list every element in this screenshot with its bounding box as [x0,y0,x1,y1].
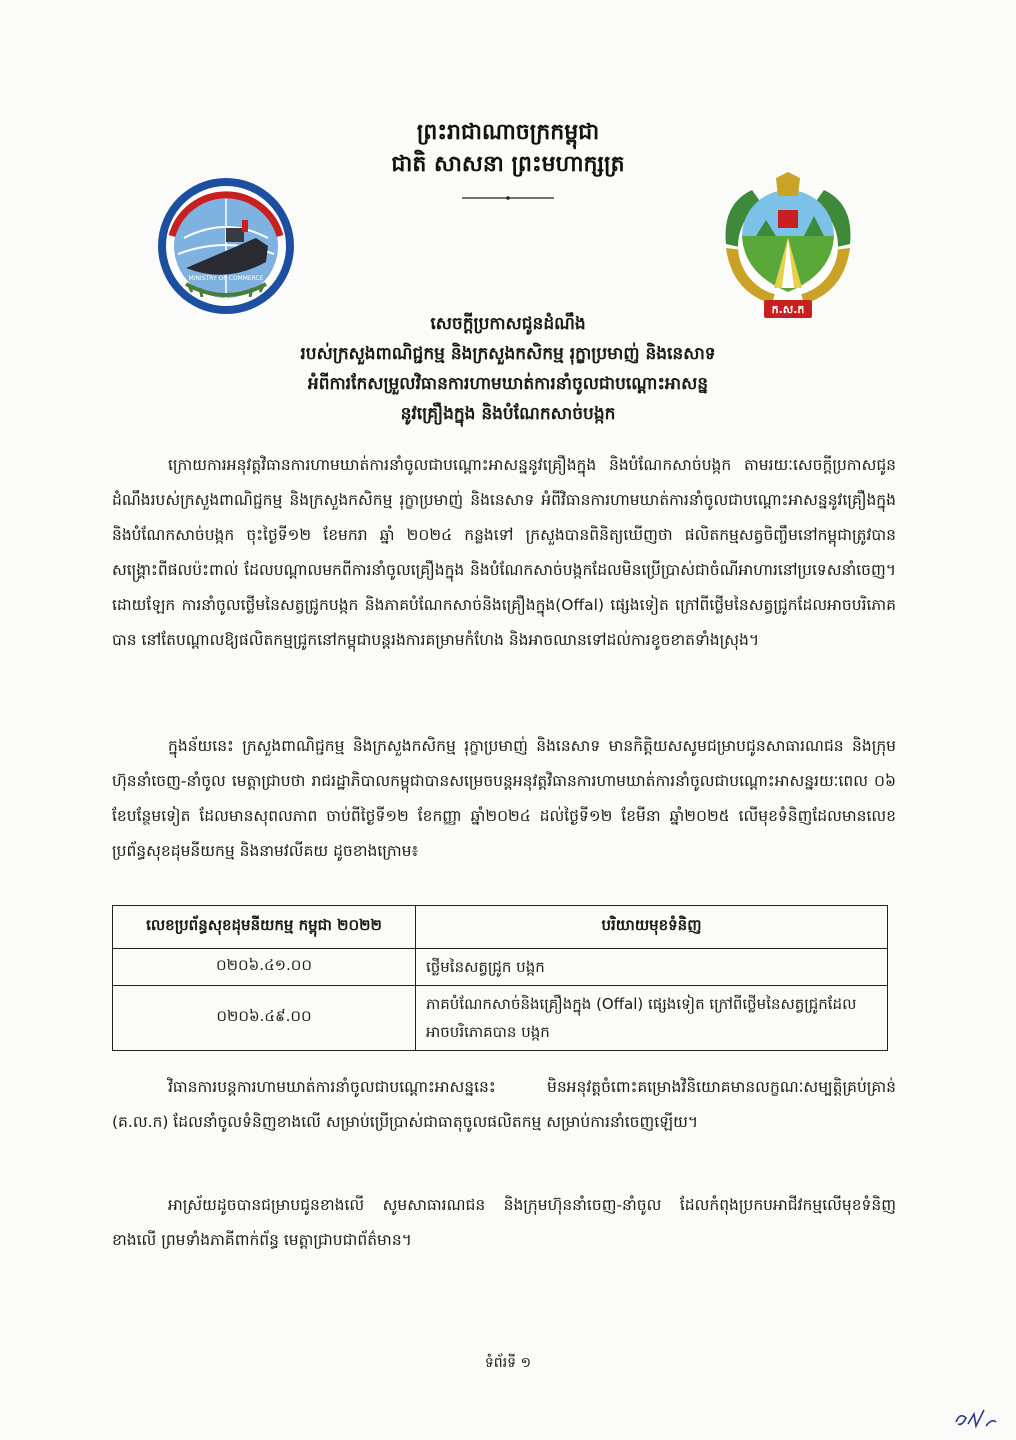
announcement-title: សេចក្តីប្រកាសជូនដំណឹង [430,314,586,334]
table-header-hs-code: លេខប្រព័ន្ធសុខដុមនីយកម្ម កម្ពុជា ២០២២ [113,906,416,949]
ornamental-divider [462,196,554,200]
description-cell: ថ្លើមនៃសត្វជ្រូក បង្កក [416,949,888,986]
description-cell: ភាគបំណែកសាច់និងគ្រឿងក្នុង (Offal) ផ្សេងទៀត ក្រៅពីថ្លើមនៃសត្វជ្រូកដែលអាចបរិភោគបាន បង្កក [416,986,888,1051]
ministry-of-agriculture-logo [712,164,864,328]
national-motto: ជាតិ សាសនា ព្រះមហាក្សត្រ [391,152,625,177]
body-paragraph-1: ក្រោយការអនុវត្តវិធានការហាមឃាត់ការនាំចូលជាបណ្តោះអាសន្ននូវគ្រឿងក្នុង និងបំណែកសាច់បង្កក តាមរយៈសេចក្តីប្រកាសជូនដំណឹងរបស់ក្រសួងពាណិជ្ជកម្ម និងក្រសួងកសិកម្ម រុក្ខាប្រមាញ់ និងនេសាទ អំពីវិធានការហាមឃាត់ការនាំចូលជាបណ្តោះអាសន្ននូវគ្រឿងក្នុង និងបំណែកសាច់បង្កក ចុះថ្ងៃទី១២ ខែមករា ឆ្នាំ ២០២៤ កន្លងទៅ ក្រសួងបានពិនិត្យឃើញថា ផលិតកម្មសត្វចិញ្ចឹមនៅកម្ពុជាត្រូវបានសង្គ្រោះពីផលប៉ះពាល់ ដែលបណ្តាលមកពីការនាំចូលគ្រឿងក្នុង និងបំណែកសាច់បង្កកដែលមិនប្រើប្រាស់ជាចំណីអាហារនៅប្រទេសនាំចេញ។ ដោយឡែក ការនាំចូលថ្លើមនៃសត្វជ្រូកបង្កក និងភាគបំណែកសាច់និងគ្រឿងក្នុង(Offal) ផ្សេងទៀត ក្រៅពីថ្លើមនៃសត្វជ្រូកដែលអាចបរិភោគបាន នៅតែបណ្តាលឱ្យផលិតកម្មជ្រូកនៅកម្ពុជាបន្តរងការគម្រាមកំហែង និងអាចឈានទៅដល់ការខូចខាតទាំងស្រុង។ [112,456,896,649]
page-number: ទំព័រទី ១ [484,1355,532,1371]
table-row [113,949,888,986]
body-paragraph-2: ក្នុងន័យនេះ ក្រសួងពាណិជ្ជកម្ម និងក្រសួងកសិកម្ម រុក្ខាប្រមាញ់ និងនេសាទ មានកិត្តិយសសូមជម្រាបជូនសាធារណជន និងក្រុមហ៊ុននាំចេញ-នាំចូល មេត្តាជ្រាបថា រាជរដ្ឋាភិបាលកម្ពុជាបានសម្រេចបន្តអនុវត្តវិធានការហាមឃាត់ការនាំចូលជាបណ្តោះអាសន្នរយៈពេល ០៦ ខែបន្ថែមទៀត ដែលមានសុពលភាព ចាប់ពីថ្ងៃទី១២ ខែកញ្ញា ឆ្នាំ២០២៤ ដល់ថ្ងៃទី១២ ខែមីនា ឆ្នាំ២០២៥ លើមុខទំនិញដែលមានលេខប្រព័ន្ធសុខដុមនីយកម្ម និងនាមវលីគយ ដូចខាងក្រោម៖ [112,737,896,860]
hs-code-cell: ០២០៦.៤១.០០ [113,949,416,986]
kingdom-heading: ព្រះរាជាណាចក្រកម្ពុជា [416,120,600,145]
table-header-row [113,906,888,949]
body-paragraph-4: អាស្រ័យដូចបានជម្រាបជូនខាងលើ សូមសាធារណជន និងក្រុមហ៊ុននាំចេញ-នាំចូល ដែលកំពុងប្រកបអាជីវកម្មលើមុខទំនិញខាងលើ ព្រមទាំងភាគីពាក់ព័ន្ធ មេត្តាជ្រាបជាព័ត៌មាន។ [112,1196,896,1249]
body-paragraph-3: វិធានការបន្តការហាមឃាត់ការនាំចូលជាបណ្តោះអាសន្ននេះ មិនអនុវត្តចំពោះគម្រោងវិនិយោគមានលក្ខណៈសម្បត្តិគ្រប់គ្រាន់ (គ.ល.ក) ដែលនាំចូលទំនិញខាងលើ សម្រាប់ប្រើប្រាស់ជាធាតុចូលផលិតកម្ម សម្រាប់ការនាំចេញឡើយ។ [112,1078,896,1131]
announcement-title-line-2: របស់ក្រសួងពាណិជ្ជកម្ម និងក្រសួងកសិកម្ម រុក្ខាប្រមាញ់ និងនេសាទ [300,344,716,364]
table-row [113,986,888,1051]
table-header-description: បរិយាយមុខទំនិញ [416,906,888,949]
announcement-title-line-3: អំពីការកែសម្រួលវិធានការហាមឃាត់ការនាំចូលជាបណ្តោះអាសន្ន [307,374,709,394]
initials-signature-icon [952,1404,1002,1432]
hs-code-cell: ០២០៦.៤៩.០០ [113,986,416,1051]
commerce-logo-text: MINISTRY OF COMMERCE [188,275,264,282]
hs-code-table [112,905,888,1051]
announcement-title-line-4: នូវគ្រឿងក្នុង និងបំណែកសាច់បង្កក [400,404,616,424]
agriculture-logo-text: ក.ស.ក [771,303,805,316]
ministry-of-commerce-logo [156,176,296,316]
